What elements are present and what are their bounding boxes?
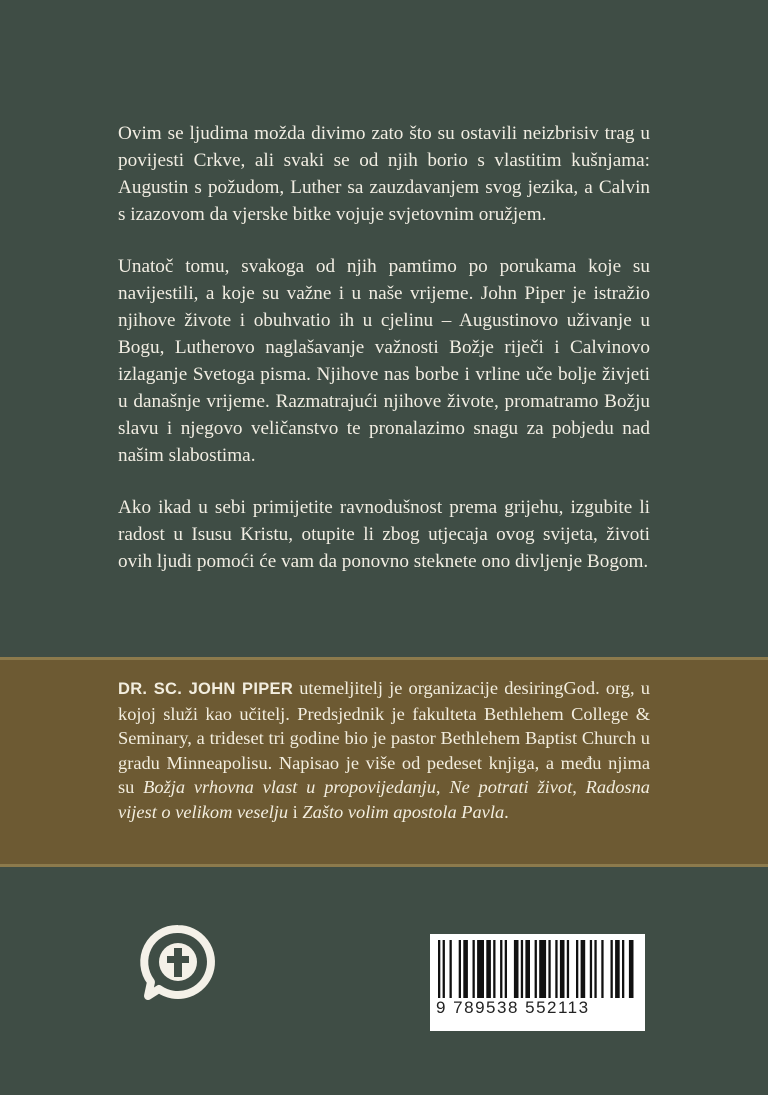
barcode-bar [486,940,491,998]
barcode-bar [443,940,445,998]
barcode-bar [594,940,596,998]
barcode-bar [438,940,440,998]
barcode-bar [567,940,569,998]
barcode-bar [615,940,620,998]
blurb-paragraph: Unatoč tomu, svakoga od njih pamtimo po porukama koje su navijestili, a koje su važne i u naše vrijeme. John Piper je istražio njihove živote i obuhvatio ih u cjelinu – Augustinovo uživanje u Bogu, Lutherovo naglašavanje važnosti Božje riječi i Calvinovo izlaganje Svetoga pisma. Njihove nas borbe i vrline uče bolje živjeti u današnje vrijeme. Razmatrajući njihove živote, promatramo Božju slavu i njegovo veličanstvo te pronalazimo snagu za pobjedu nad našim slabostima. [118,256,650,466]
blurb-paragraph: Ako ikad u sebi primijetite ravnodušnost prema grijehu, izgubite li radost u Isusu Kristu, otupite li zbog utjecaja ovog svijeta, životi ovih ljudi pomoći će vam da ponovno steknete ono divljenje Bogom. [118,497,650,572]
barcode-bar [459,940,461,998]
blurb-paragraph: Ovim se ljudima možda divimo zato što su ostavili neizbrisiv trag u povijesti Crkve, ali svaki se od njih borio s vlastitim kušnjama: Augustin s požudom, Luther sa zauzdavanjem svog jezika, a Calvin s izazovom da vjerske bitke vojuje svjetovnim oružjem. [118,123,650,225]
barcode-bar [493,940,495,998]
barcode-bar [601,940,603,998]
book-title: Zašto volim apostola Pavla [302,801,505,822]
barcode-bar [555,940,557,998]
barcode-bar [500,940,502,998]
barcode-bar [629,940,634,998]
book-title: Radosna vijest o velikom veselju [118,777,650,822]
isbn-digits: 9 789538 552113 [436,998,590,1017]
author-bio: DR. SC. JOHN PIPER utemeljitelj je organizacije desiringGod. org, u kojoj služi kao učitelj. Predsjednik je fakulteta Bethlehem College & Seminary, a trideset tri godine bio je pastor Bethlehem Baptist Church u gradu Minneapolisu. Napisao je više od pedeset knjiga, a među njima su Božja vrhovna vlast u propovijedanju, Ne potrati život, Radosna vijest o velikom veselju i Zašto volim apostola Pavla. [118,678,650,822]
barcode-bar [521,940,523,998]
barcode-bar [463,940,468,998]
speech-bubble-cross-icon [138,922,218,1002]
back-cover-blurb [118,120,650,600]
author-name: DR. SC. JOHN PIPER [118,680,294,698]
isbn-barcode [430,934,645,1031]
barcode-bar [450,940,452,998]
barcode-bar [539,940,546,998]
barcode-bar [590,940,592,998]
barcode-bar [477,940,484,998]
barcode-bar [576,940,578,998]
barcode-bar [548,940,550,998]
barcode-bar [525,940,530,998]
barcode-bars [438,940,637,998]
book-title: Ne potrati život [449,777,573,797]
barcode-bar [473,940,475,998]
barcode-bar [505,940,507,998]
barcode-bar [611,940,613,998]
barcode-bar [560,940,565,998]
publisher-logo [138,922,218,1002]
book-title: Božja vrhovna vlast u propovijedanju [143,777,436,797]
barcode-bar [514,940,519,998]
barcode-bar [622,940,624,998]
barcode-bar [535,940,537,998]
barcode-bar [581,940,586,998]
